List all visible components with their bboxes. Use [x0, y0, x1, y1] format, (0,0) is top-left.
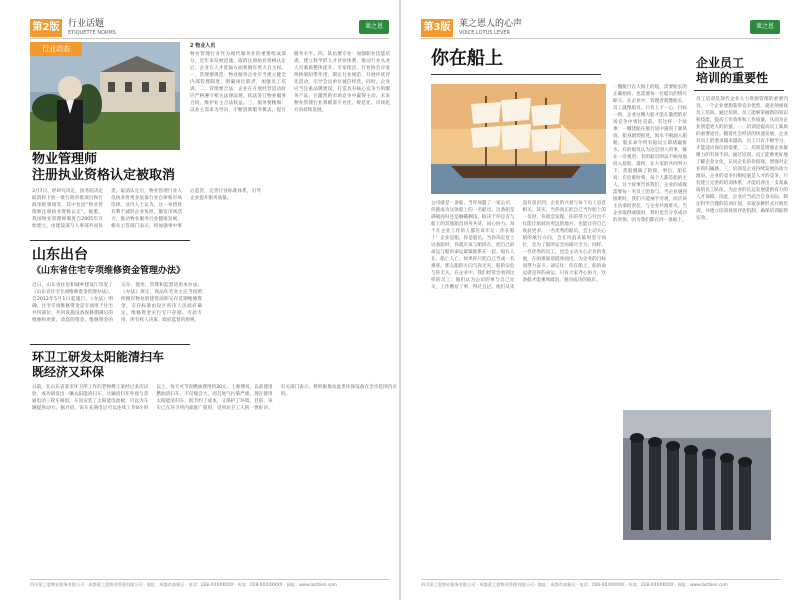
section-subtitle: ETIQUETTE NORMS: [68, 30, 116, 36]
lead-article-col3: 一艘航行在大海上的船，需要船长的正确指挥，也需要每一位船员的恪尽职守。在企业中，管理者就像船长，员工就像船员。只有上下一心，目标一致，企业这艘大船才能在激烈的市场竞争中勇往直前。有这样一个故事：一艘货船在航行途中遇到了暴风雨，船身剧烈摇晃，海水不断涌入船舱。船长命令所有船员立即堵漏排水。有的船员认为这是别人的事，躲在一旁观望；有的船员则奋不顾身地投入抢险。最终，在大家的共同努力下，货船脱离了险境。事后，船长说：在危难时刻，每个人都是船的主人。这个故事告诉我们，企业的成败需要每一名员工的参与。当企业遇到困难时，我们不能袖手旁观，而应该主动承担责任，与企业共渡难关。当企业取得成绩时，我们也会分享成功的喜悦。因为我们都在同一条船上。: [613, 85, 687, 223]
divider: [431, 74, 601, 75]
page-footer: 四川莱之恩物业服务有限公司 · 成都莱之恩物业管理有限公司 · 地址：成都市高新区 · 电话：028-XXXXXXXX · 传真：028-XXXXXXXX · 网址：www.laizhien.com: [421, 579, 780, 590]
page-number-badge: 第2版: [30, 19, 62, 37]
section-title: 莱之恩人的心声: [459, 19, 523, 29]
col2-heading: 2 物业人员: [190, 43, 216, 49]
estate-photo: [30, 42, 180, 150]
lead-headline: 物业管理师 注册执业资格认定被取消: [32, 152, 176, 183]
second-subheadline: 《山东省住宅专项维修资金管理办法》: [32, 266, 186, 276]
second-headline: 山东出台: [32, 247, 88, 263]
page-number-badge: 第3版: [421, 19, 453, 37]
left-page-header: [30, 18, 389, 39]
left-page: [0, 0, 399, 600]
right-page: [401, 0, 800, 600]
section-subtitle: VOICE LOTUS LEVER: [459, 30, 511, 36]
second-article-body: 员工培训是现代企业人力资源管理的重要内容，一个企业要想获得竞争优势，就必须重视员工培训。通过培训，员工能够掌握新的知识和技能，提高工作效率和工作质量，从而为企业创造更大的价值。一、培训是提高员工素质的重要途径。随着社会经济的快速发展，企业对员工的要求越来越高，员工只有不断学习，才能适应岗位的需要。二、培训是增强企业凝聚力的有效手段。通过培训，员工能够更好地了解企业文化，认同企业的价值观，增强对企业的归属感。三、培训是企业持续发展的动力源泉。企业的竞争归根结底是人才的竞争，只有建立完善的培训体系，才能培养出一支高素质的员工队伍，为企业的长远发展提供有力的人才保障。因此，企业应当结合自身实际，制定科学合理的培训计划，采取多种形式开展培训，并建立培训效果评估机制，确保培训取得实效。: [696, 97, 788, 221]
uniformed-team-photo: [623, 410, 771, 540]
news-tag: 行业动态: [30, 42, 82, 56]
divider: [30, 240, 190, 241]
second-article-body: 近日，山东省住房和城乡建设厅印发了《山东省住宅专项维修资金管理办法》，自2013年5月1日起施行。《办法》明确，住宅专项维修资金是专项用于住宅共用部位、共用设施设备保修期满后的维修和更新、改造的资金。维修资金的交存、使用、管理和监督适用本办法。《办法》规定，商品住宅业主应当按照所拥有物业的建筑面积交存首期维修资金，交存标准由设区的市人民政府确定。维修资金实行专户存储、专款专用、所有权人决策、政府监督的原则。: [32, 283, 202, 323]
divider: [30, 344, 190, 345]
team-photo: [623, 410, 771, 540]
col2-body: 物业管理行业作为现代服务业的重要组成部分，近年来发展迅速。取消注册执业资格认定后，企业在人才选拔方面将拥有更大自主权。一、管理要规范：物业服务企业应当建立健全内部管理制度，明确岗位职责，加强员工培训。二、管理要合法：企业在开展经营活动时应严格遵守相关法律法规，依法签订物业服务合同，维护业主合法权益。三、服务要精细：以业主需求为导向，不断创新服务模式，提升服务水平。四、队伍要专业：加强职业技能培训，建立科学的人才评价体系，推动行业从业人员素质整体提升。专家指出，行业协会应发挥桥梁纽带作用，制定行业规范，开展评优评先活动，引导会员单位诚信经营。同时，企业应当注重品牌建设，打造具有核心竞争力的服务产品，在激烈的市场竞争中赢得主动。未来物业管理行业将朝着专业化、规范化、市场化方向持续发展。: [190, 52, 390, 113]
divider: [694, 90, 784, 91]
right-page-header: [421, 18, 780, 39]
section-title: 行业话题: [68, 19, 105, 29]
lotus-logo-icon: 莱之恩: [359, 20, 389, 34]
ship-photo: [431, 84, 606, 194]
lead-headline: 你在船上: [431, 48, 503, 69]
third-article-body: 日前，在山东省某市环卫所工作的老师傅王某经过多次试验，成功研发出一辆太阳能清扫车。这辆清扫车外观与普通电动三轮车相似，车顶安装了太阳能电池板，可以为车辆提供动力。据介绍，该车充满电后可以连续工作8小时以上，每天可节省燃油费用约30元。王师傅说，以前使用燃油清扫车，不仅噪音大，而且尾气污染严重。现在使用太阳能清扫车，既节约了成本，又保护了环境。目前，该车已在环卫所内部推广使用，受到环卫工人的一致好评。有关部门表示，将积极推动此类环保设备在全市范围内应用。: [32, 385, 397, 411]
lotus-logo-icon: 莱之恩: [750, 20, 780, 34]
sailing-ship-photo: [431, 84, 606, 194]
mansion-gentleman-photo: [30, 42, 180, 150]
lead-article-body: 公司就是一条船，当你加盟了一家公司，你就成为这条船上的一名船员。这条船是满载而归还是触礁搁浅，取决于你是否与船上的其他船员同舟共济，同心协力。每个在企业工作的人都应该牢记：你在船上！企业是船，你是船员。当你决定登上这条船时，你就应该与船同在，把自己的命运与船的命运紧紧联系在一起。船在人在，船亡人亡。如果你只把自己当成一名乘客，那么船的方向与你无关，船的安危与你无关。在企业中，我们经常会看到这样的员工：他们认为公司的事与自己无关，工作敷衍了事，得过且过。他们从来没有意识到，企业的兴衰与每个员工息息相关。其实，当你真正把自己当作船上的一员时，你就会发现，你的努力与付出不仅能让船驶向更远的地方，也能让你自己收获更多。一名优秀的船员，会主动关心船的航行方向，会在风浪来临时坚守岗位，会为了船的安全而竭尽全力。同样，一名优秀的员工，也会主动关心企业的发展，在困难面前挺身而出，为企业的目标而努力奋斗。请记住：你在船上，船的命运就是你的命运。只有大家齐心协力，这条船才能乘风破浪，驶向成功的彼岸。: [431, 201, 606, 290]
page-footer: 四川莱之恩物业服务有限公司 · 成都莱之恩物业管理有限公司 · 地址：成都市高新区 · 电话：028-XXXXXXXX · 传真：028-XXXXXXXX · 网址：www.laizhien.com: [30, 579, 389, 590]
third-headline: 环卫工研发太阳能清扫车 既经济又环保: [32, 350, 165, 379]
second-headline: 企业员工 培训的重要性: [696, 56, 769, 85]
lead-article-body: 3月7日，经研究决定，国务院决定取消和下放一批行政审批项目和行政审批事项等，其中包括“物业管理师注册执业资格认定”。据悉，我国物业管理师制度自2005年开始建立，由建设部与人事部共同负责。取消认定后，物业管理行业人员执业将更多依靠行业自律和市场选择。业内人士认为，这一举措将有利于减轻企业负担，激发市场活力，推动物业服务行业健康发展。相关主管部门表示，将加强事中事后监管，完善行业标准体系，引导企业提升服务质量。: [32, 189, 261, 229]
article-col2: [190, 42, 390, 232]
